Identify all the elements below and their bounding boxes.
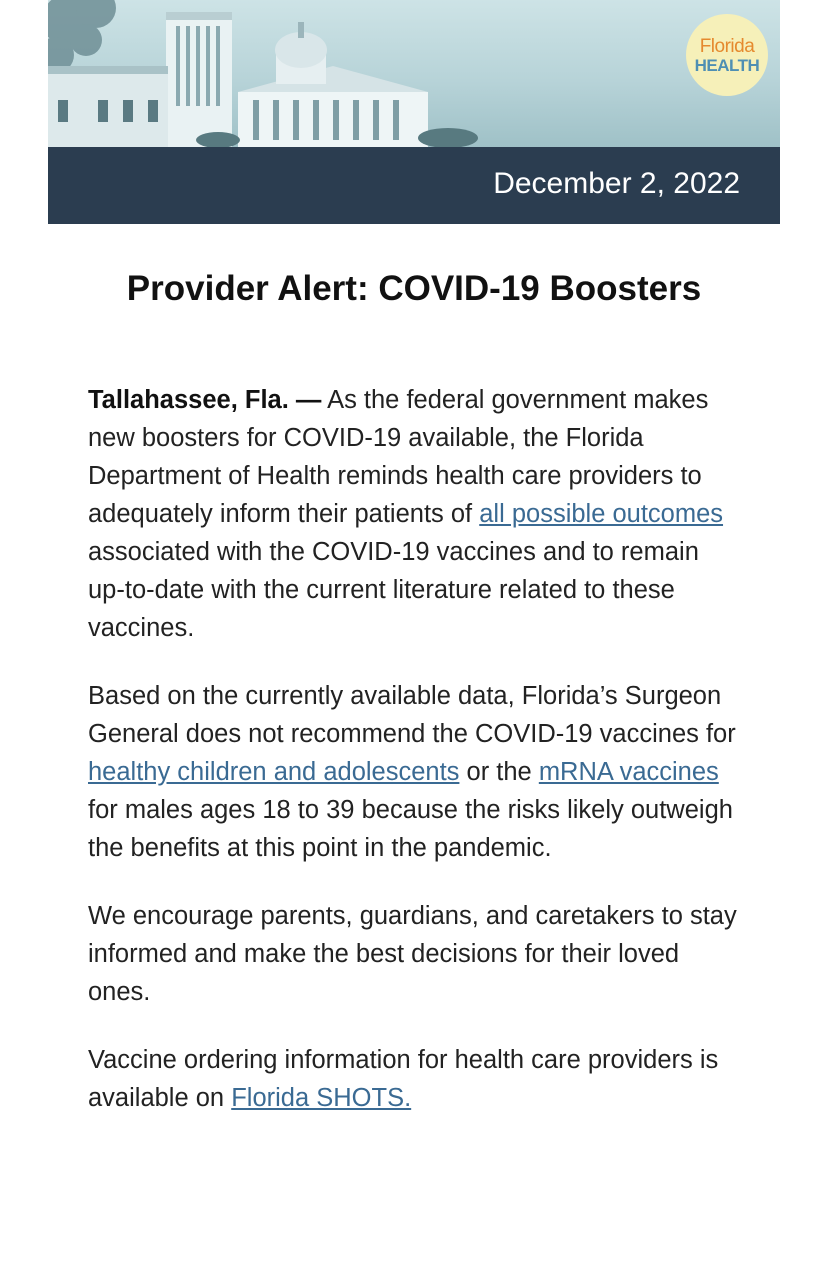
- florida-shots-link[interactable]: Florida SHOTS.: [231, 1084, 412, 1112]
- encourage-text: We encourage parents, guardians, and caretakers to stay informed and make the best decisions for their loved ones.: [88, 902, 737, 1006]
- dateline: Tallahassee, Fla. —: [88, 386, 322, 414]
- mrna-vaccines-link[interactable]: mRNA vaccines: [538, 758, 719, 786]
- recommendation-text-2: or the: [459, 758, 539, 786]
- intro-text-1: As the federal government makes new boosters for COVID-19 available, the Florida Department of Health reminds health care providers to adequately inform their patients of: [88, 386, 709, 528]
- paragraph-intro: [88, 381, 740, 647]
- ordering-text: Vaccine ordering information for health care providers is available on: [88, 1046, 719, 1112]
- date-bar: [48, 147, 780, 224]
- logo-florida-text: Florida: [699, 35, 755, 57]
- header-banner: [48, 0, 780, 147]
- intro-text-2: associated with the COVID-19 vaccines and to remain up-to-date with the current literature related to these vaccines.: [88, 538, 699, 642]
- recommendation-text-3: for males ages 18 to 39 because the risks likely outweigh the benefits at this point in the pandemic.: [88, 796, 733, 862]
- paragraph-encourage: [88, 897, 740, 1011]
- florida-health-logo: [686, 14, 768, 96]
- logo-health-text: HEALTH: [694, 55, 760, 75]
- publication-date: December 2, 2022: [493, 167, 740, 200]
- article-body: [88, 381, 740, 1147]
- capitol-building-illustration: [48, 0, 780, 147]
- all-possible-outcomes-link[interactable]: all possible outcomes: [479, 500, 724, 528]
- recommendation-text-1: Based on the currently available data, Florida’s Surgeon General does not recommend the COVID-19 vaccines for: [88, 682, 736, 748]
- page-title: Provider Alert: COVID-19 Boosters: [126, 269, 702, 308]
- paragraph-recommendation: [88, 677, 740, 867]
- paragraph-ordering: [88, 1041, 740, 1117]
- healthy-children-link[interactable]: healthy children and adolescents: [88, 758, 460, 786]
